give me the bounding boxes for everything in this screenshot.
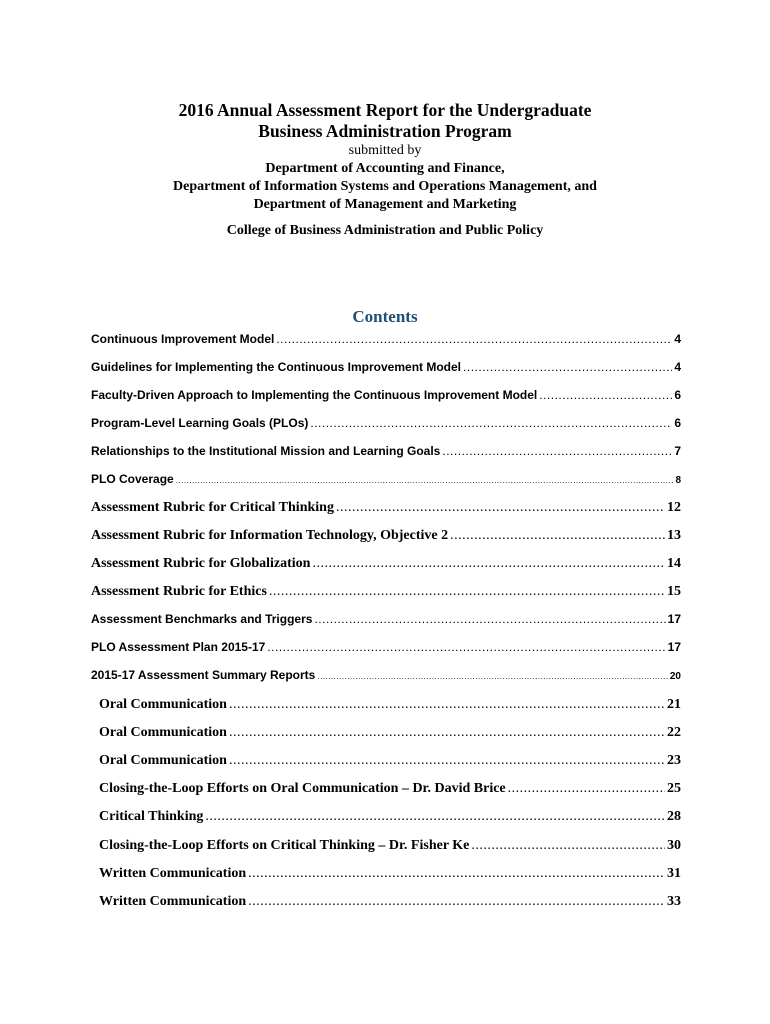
toc-entry[interactable] xyxy=(91,388,681,408)
toc-entry[interactable] xyxy=(91,894,681,914)
toc-entry-page: 17 xyxy=(667,640,681,654)
toc-entry[interactable] xyxy=(91,838,681,858)
report-title-line-2: Business Administration Program xyxy=(258,121,512,141)
toc-entry[interactable] xyxy=(91,416,681,436)
toc-entry[interactable] xyxy=(91,781,681,801)
toc-entry-page: 20 xyxy=(669,671,681,682)
toc-entry[interactable] xyxy=(91,668,681,688)
toc-entry-label: Assessment Rubric for Critical Thinking xyxy=(91,500,334,515)
toc-entry-page: 14 xyxy=(667,556,681,571)
toc-entry-page: 13 xyxy=(667,528,681,543)
toc-entry-label: Oral Communication xyxy=(99,697,227,712)
toc-entry-label: Oral Communication xyxy=(99,725,227,740)
toc-entry-page: 4 xyxy=(674,332,681,346)
toc-entry[interactable] xyxy=(91,697,681,717)
toc-entry-label: 2015-17 Assessment Summary Reports xyxy=(91,668,316,682)
toc-entry-label: Assessment Rubric for Information Technology, Objective 2 xyxy=(91,528,449,543)
college-name: College of Business Administration and Public Policy xyxy=(226,223,544,238)
toc-entry-label: Program-Level Learning Goals (PLOs) xyxy=(91,416,309,430)
toc-entry-page: 8 xyxy=(675,475,681,486)
toc-entry-label: Oral Communication xyxy=(99,753,227,768)
toc-entry-page: 21 xyxy=(667,697,681,712)
toc-entry-label: Closing-the-Loop Efforts on Oral Communication – Dr. David Brice xyxy=(99,781,506,796)
toc-entry[interactable] xyxy=(91,612,681,632)
toc-entry[interactable] xyxy=(91,640,681,660)
toc-entry[interactable] xyxy=(91,360,681,380)
toc-entry-page: 23 xyxy=(667,753,681,768)
toc-entry[interactable] xyxy=(91,753,681,773)
toc-entry-page: 7 xyxy=(674,444,681,458)
department-2: Department of Information Systems and Operations Management, and xyxy=(173,179,597,194)
toc-entry-page: 31 xyxy=(667,866,681,881)
toc-entry[interactable] xyxy=(91,866,681,886)
toc-entry-page: 22 xyxy=(667,725,681,740)
toc-entry-page: 12 xyxy=(667,500,681,515)
toc-entry-label: PLO Assessment Plan 2015-17 xyxy=(91,640,266,654)
toc-entry[interactable] xyxy=(91,725,681,745)
toc-entry-page: 15 xyxy=(667,584,681,599)
toc-entry-page: 33 xyxy=(667,894,681,909)
report-title-line-1: 2016 Annual Assessment Report for the Undergraduate xyxy=(178,100,592,120)
toc-entry[interactable] xyxy=(91,556,681,576)
toc-entry-page: 6 xyxy=(674,416,681,430)
contents-heading: Contents xyxy=(352,307,418,326)
department-1: Department of Accounting and Finance, xyxy=(265,161,505,176)
toc-entry-label: Assessment Rubric for Ethics xyxy=(91,584,267,599)
toc-entry-page: 6 xyxy=(674,388,681,402)
toc-entry-label: Faculty-Driven Approach to Implementing the Continuous Improvement Model xyxy=(91,388,538,402)
toc-entry-label: Continuous Improvement Model xyxy=(91,332,275,346)
toc-entry-label: Written Communication xyxy=(99,894,247,909)
toc-entry-label: Assessment Rubric for Globalization xyxy=(91,556,311,571)
toc-entry-page: 17 xyxy=(667,612,681,626)
toc-entry[interactable] xyxy=(91,584,681,604)
toc-entry-page: 4 xyxy=(674,360,681,374)
toc-entry-label: Written Communication xyxy=(99,866,247,881)
toc-entry-label: Closing-the-Loop Efforts on Critical Thinking – Dr. Fisher Ke xyxy=(99,838,470,853)
toc-entry-label: Critical Thinking xyxy=(99,809,204,824)
department-3: Department of Management and Marketing xyxy=(253,197,517,212)
toc-entry[interactable] xyxy=(91,528,681,548)
document-header xyxy=(0,100,770,240)
toc-entry[interactable] xyxy=(91,500,681,520)
toc-entry-label: Guidelines for Implementing the Continuous Improvement Model xyxy=(91,360,462,374)
toc-entry[interactable] xyxy=(91,472,681,492)
toc-entry-page: 25 xyxy=(667,781,681,796)
toc-entry[interactable] xyxy=(91,444,681,464)
toc-entry[interactable] xyxy=(91,332,681,352)
toc-entry-label: PLO Coverage xyxy=(91,472,174,486)
toc-entry-page: 28 xyxy=(667,809,681,824)
toc-entry-page: 30 xyxy=(667,838,681,853)
toc-entry-label: Assessment Benchmarks and Triggers xyxy=(91,612,313,626)
toc-entry[interactable] xyxy=(91,809,681,829)
toc-entry-label: Relationships to the Institutional Mission and Learning Goals xyxy=(91,444,441,458)
submitted-by: submitted by xyxy=(348,143,422,158)
